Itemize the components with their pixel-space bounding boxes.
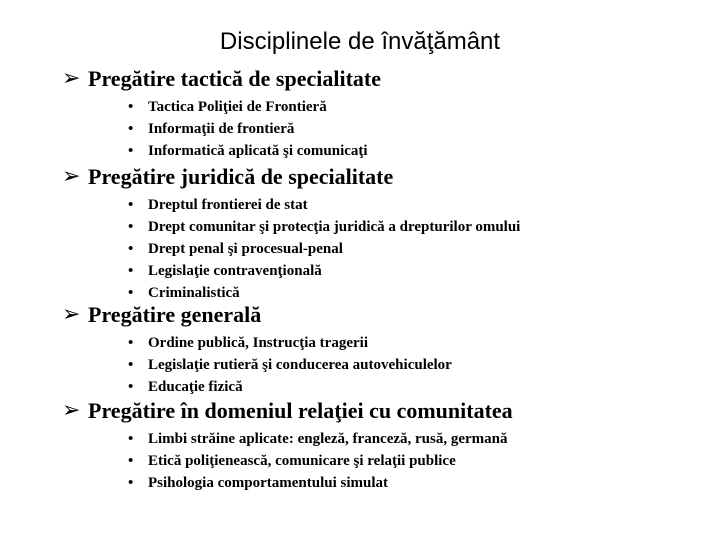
list-item-text: Etică poliţienească, comunicare şi relaţii publice — [148, 453, 456, 469]
list-item — [128, 118, 381, 140]
list-item-text: Tactica Poliţiei de Frontieră — [148, 99, 327, 115]
section-general — [62, 302, 452, 398]
list-item — [128, 282, 520, 304]
list-item — [128, 238, 520, 260]
section-heading — [62, 164, 520, 190]
section-heading-text: Pregătire juridică de specialitate — [88, 164, 394, 189]
bullet-icon: • — [128, 197, 134, 213]
list-item — [128, 472, 513, 494]
section-heading — [62, 398, 513, 424]
bullet-icon: • — [128, 143, 134, 159]
list-item — [128, 376, 452, 398]
arrow-bullet-icon: ➢ — [62, 398, 81, 423]
bullet-icon: • — [128, 99, 134, 115]
bullet-icon: • — [128, 475, 134, 491]
list-item — [128, 216, 520, 238]
list-item-text: Criminalistică — [148, 285, 240, 301]
section-heading — [62, 302, 452, 328]
list-item — [128, 428, 513, 450]
section-legal — [62, 164, 520, 304]
section-heading-text: Pregătire generală — [88, 302, 262, 327]
section-heading — [62, 66, 381, 92]
bullet-icon: • — [128, 357, 134, 373]
bullet-icon: • — [128, 453, 134, 469]
section-heading-text: Pregătire în domeniul relaţiei cu comunitatea — [88, 398, 513, 423]
bullet-icon: • — [128, 431, 134, 447]
bullet-icon: • — [128, 219, 134, 235]
list-item-text: Informatică aplicată şi comunicaţi — [148, 143, 368, 159]
list-item-text: Informaţii de frontieră — [148, 121, 295, 137]
section-heading-text: Pregătire tactică de specialitate — [88, 66, 382, 91]
arrow-bullet-icon: ➢ — [62, 302, 81, 327]
list-item-text: Psihologia comportamentului simulat — [148, 475, 389, 491]
bullet-icon: • — [128, 263, 134, 279]
list-item-text: Legislaţie contravenţională — [148, 263, 322, 279]
arrow-bullet-icon: ➢ — [62, 164, 81, 189]
list-item-text: Drept comunitar şi protecţia juridică a drepturilor omului — [148, 219, 521, 235]
list-item-text: Educaţie fizică — [148, 379, 243, 395]
bullet-icon: • — [128, 241, 134, 257]
list-item-text: Ordine publică, Instrucţia tragerii — [148, 335, 368, 351]
bullet-icon: • — [128, 379, 134, 395]
list-item — [128, 332, 452, 354]
bullet-icon: • — [128, 285, 134, 301]
list-item — [128, 260, 520, 282]
list-item-text: Limbi străine aplicate: engleză, franceză, rusă, germană — [148, 431, 508, 447]
arrow-bullet-icon: ➢ — [62, 66, 81, 91]
list-item-text: Drept penal şi procesual-penal — [148, 241, 343, 257]
bullet-icon: • — [128, 335, 134, 351]
section-community — [62, 398, 513, 494]
list-item — [128, 450, 513, 472]
slide-title: Disciplinele de învăţământ — [219, 28, 501, 55]
list-item-text: Legislaţie rutieră şi conducerea autovehiculelor — [148, 357, 452, 373]
list-item — [128, 140, 381, 162]
list-item — [128, 96, 381, 118]
bullet-icon: • — [128, 121, 134, 137]
list-item-text: Dreptul frontierei de stat — [148, 197, 308, 213]
list-item — [128, 354, 452, 376]
section-tactical — [62, 66, 381, 162]
list-item — [128, 194, 520, 216]
